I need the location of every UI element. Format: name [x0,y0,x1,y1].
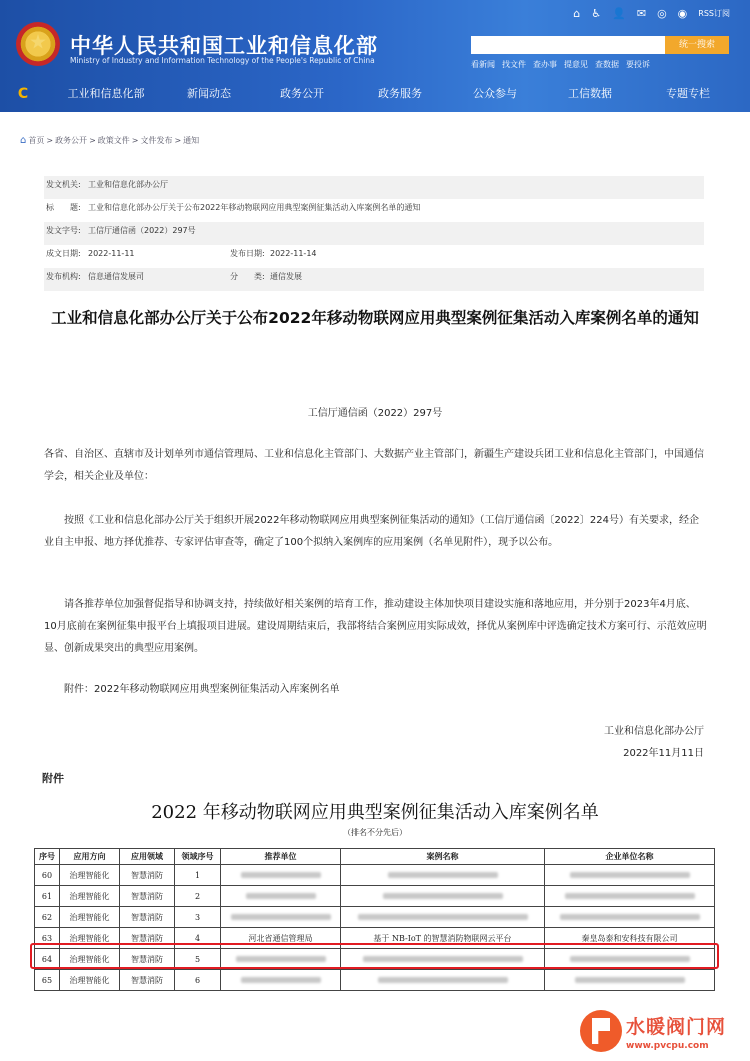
table-row: 60 治理智能化 智慧消防 1 [35,865,715,886]
nav-item-services[interactable]: 政务服务 [378,87,422,100]
signer: 工业和信息化部办公厅 [604,726,704,737]
col-header-company: 企业单位名称 [545,849,715,865]
national-emblem-icon [16,22,60,66]
table-row-highlighted: 63 治理智能化 智慧消防 4 河北省通信管理局 基于 NB-IoT 的智慧消防物联网云平台 秦皇岛泰和安科技有限公司 [35,928,715,949]
breadcrumb-home[interactable]: 首页 [28,136,45,145]
paragraph-1: 按照《工业和信息化部办公厅关于组织开展2022年移动物联网应用典型案例征集活动的通知》（工信厅通信函〔2022〕224号）有关要求，经企业自主申报、地方择优推荐、专家评估审查等，确定了100个拟纳入案例库的应用案例（名单见附件），现予以公布。 [44,515,699,548]
col-header-field: 应用领域 [120,849,175,865]
document-metadata [44,176,704,291]
accessibility-icon[interactable]: ♿ [591,7,602,20]
col-header-no: 序号 [35,849,60,865]
table-row: 65 治理智能化 智慧消防 6 [35,970,715,991]
attachment-line[interactable]: 附件：2022年移动物联网应用典型案例征集活动入库案例名单 [64,684,340,695]
col-header-case: 案例名称 [341,849,545,865]
recipients: 各省、自治区、直辖市及计划单列市通信管理局、工业和信息化主管部门、大数据产业主管部门，新疆生产建设兵团工业和信息化主管部门，中国通信学会，相关企业及单位： [44,449,704,482]
nav-item-news[interactable]: 新闻动态 [187,87,231,100]
table-row: 62 治理智能化 智慧消防 3 [35,907,715,928]
redacted-text [231,914,331,920]
quick-link-data[interactable]: 查数据 [595,60,619,69]
quick-link-news[interactable]: 看新闻 [471,60,495,69]
nav-item-ministry[interactable]: 工业和信息化部 [67,87,145,100]
home-icon: ⌂ [20,135,27,146]
redacted-text [570,872,690,878]
table-row: 64 治理智能化 智慧消防 5 [35,949,715,970]
breadcrumb-release[interactable]: 文件发布 [140,136,173,145]
redacted-text [383,893,503,899]
watermark-url: www.pvcpu.com [626,1041,709,1051]
user-icon[interactable]: 👤 [612,7,626,20]
breadcrumb-notice[interactable]: 通知 [183,136,200,145]
paragraph-2: 请各推荐单位加强督促指导和协调支持，持续做好相关案例的培育工作，推动建设主体加快项目建设实施和落地应用，并分别于2023年4月底、10月底前在案例征集申报平台上填报项目进展。建设周期结束后，我部将结合案例应用实际成效，择优从案例库中评选确定技术方案可行、示范效应明显、创新成果突出的典型应用案例。 [44,599,707,654]
search-input[interactable] [471,36,665,54]
document-title: 工业和信息化部办公厅关于公布2022年移动物联网应用典型案例征集活动入库案例名单的通知 [51,309,699,327]
attachment-heading: 附件 [42,772,64,785]
redacted-text [241,872,321,878]
quick-link-feedback[interactable]: 提意见 [564,60,588,69]
main-nav [0,82,750,108]
col-header-unit: 推荐单位 [221,849,341,865]
quick-links [471,59,650,70]
redacted-text [246,893,316,899]
redacted-text [388,872,498,878]
nav-item-participation[interactable]: 公众参与 [473,87,517,100]
quick-link-files[interactable]: 找文件 [502,60,526,69]
highlight-box [30,943,719,969]
meta-title: 标 题: 工业和信息化部办公厅关于公布2022年移动物联网应用典型案例征集活动入库案例名单的通知 [46,203,421,212]
list-note: （排名不分先后） [343,828,407,837]
breadcrumb-policy[interactable]: 政策文件 [97,136,130,145]
breadcrumb-open-government[interactable]: 政务公开 [55,136,88,145]
top-utility-icons [573,7,730,21]
meta-docno: 发文字号: 工信厅通信函（2022）297号 [44,222,704,245]
rss-link[interactable]: RSS订阅 [698,9,730,18]
case-table [34,848,715,991]
mail-icon[interactable]: ✉ [636,7,647,20]
nav-item-special[interactable]: 专题专栏 [666,87,710,100]
site-header [0,0,750,112]
nav-item-data[interactable]: 工信数据 [568,87,612,100]
quick-link-services[interactable]: 查办事 [533,60,557,69]
redacted-text [378,977,508,983]
meta-issuer: 发文机关: 工业和信息化部办公厅 [44,176,704,199]
nav-logo-icon[interactable]: C [17,86,29,102]
search-button[interactable]: 统一搜索 [665,36,729,54]
sign-date: 2022年11月11日 [623,748,704,759]
site-subtitle: Ministry of Industry and Information Technology of the People's Republic of China [70,56,375,65]
redacted-text [565,893,695,899]
col-header-field-index: 领域序号 [175,849,221,865]
watermark-text: 水暖阀门网 [626,1016,727,1038]
list-title: 2022 年移动物联网应用典型案例征集活动入库案例名单 [151,802,599,823]
redacted-text [575,977,685,983]
col-header-direction: 应用方向 [60,849,120,865]
redacted-text [241,977,321,983]
table-header-row [35,849,715,865]
redacted-text [560,914,700,920]
watermark-logo-icon [580,1010,622,1052]
redacted-text [358,914,528,920]
meta-org: 发布机构: 信息通信发展司 分 类: 通信发展 [44,268,704,291]
watermark [580,1004,750,1061]
home-icon[interactable]: ⌂ [573,7,581,20]
document-number: 工信厅通信函（2022）297号 [307,408,443,419]
nav-item-open-government[interactable]: 政务公开 [280,87,324,100]
site-title[interactable]: 中华人民共和国工业和信息化部 [70,34,378,58]
quick-link-complaint[interactable]: 要投诉 [626,60,650,69]
weibo-icon[interactable]: ◉ [677,7,688,20]
table-row: 61 治理智能化 智慧消防 2 [35,886,715,907]
meta-dates: 成文日期: 2022-11-11 发布日期: 2022-11-14 [46,249,317,258]
wechat-icon[interactable]: ◎ [657,7,667,20]
breadcrumb: ⌂ 首页 > 政务公开 > 政策文件 > 文件发布 > 通知 [20,135,200,146]
